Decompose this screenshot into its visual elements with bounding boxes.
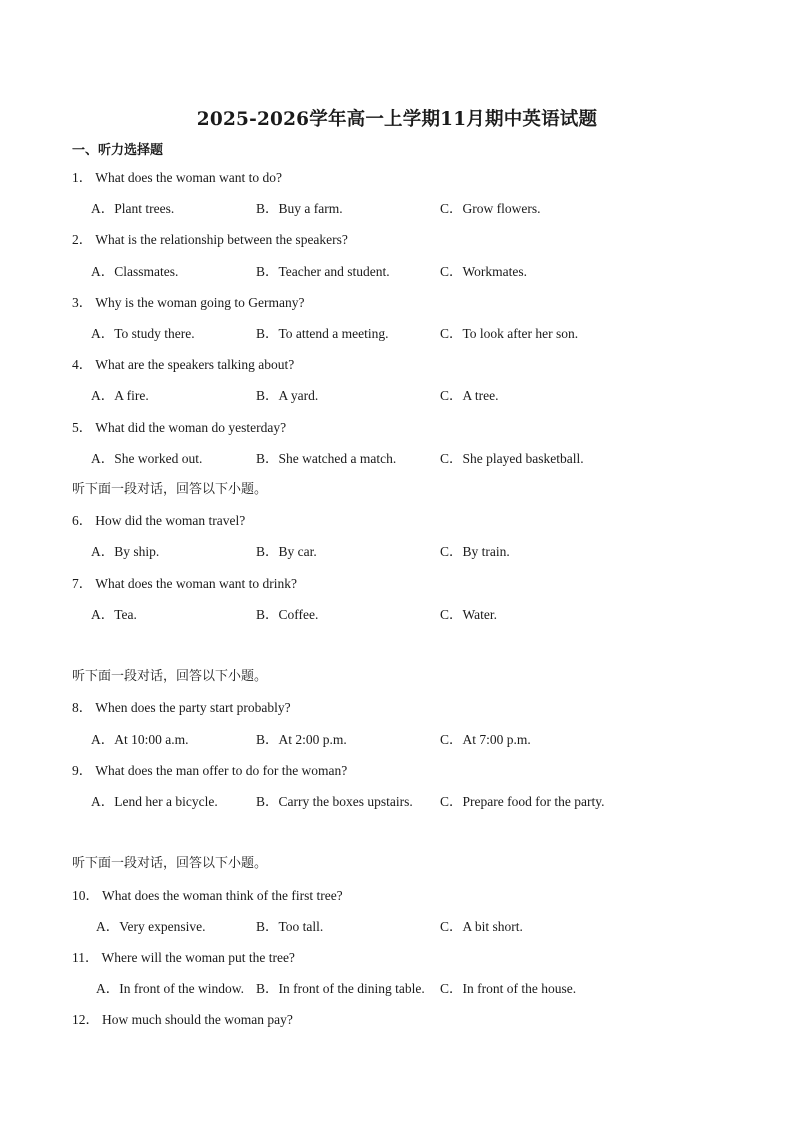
q8-option-c[interactable]: C．At 7:00 p.m. bbox=[440, 732, 531, 747]
q10-option-a[interactable]: A．Very expensive. bbox=[96, 919, 206, 934]
q1-option-c[interactable]: C．Grow flowers. bbox=[440, 201, 541, 216]
q11-option-b[interactable]: B．In front of the dining table. bbox=[256, 981, 425, 996]
question-9: 9． What does the man offer to do for the woman? bbox=[72, 763, 348, 778]
q11-option-a[interactable]: A．In front of the window. bbox=[96, 981, 244, 996]
q3-option-b[interactable]: B．To attend a meeting. bbox=[256, 326, 389, 341]
q8-option-b[interactable]: B．At 2:00 p.m. bbox=[256, 732, 347, 747]
q4-option-a[interactable]: A．A fire. bbox=[91, 388, 149, 403]
q1-option-b[interactable]: B．Buy a farm. bbox=[256, 201, 343, 216]
question-2: 2． What is the relationship between the speakers? bbox=[72, 232, 348, 247]
q5-option-a[interactable]: A．She worked out. bbox=[91, 451, 203, 466]
q5-option-c[interactable]: C．She played basketball. bbox=[440, 451, 584, 466]
group-instruction-1: 听下面一段对话，回答以下小题。 bbox=[72, 482, 268, 497]
q2-option-b[interactable]: B．Teacher and student. bbox=[256, 264, 390, 279]
question-8: 8． When does the party start probably? bbox=[72, 700, 291, 715]
question-1: 1． What does the woman want to do? bbox=[72, 170, 282, 185]
q10-option-c[interactable]: C．A bit short. bbox=[440, 919, 523, 934]
q4-option-b[interactable]: B．A yard. bbox=[256, 388, 319, 403]
section-heading: 一、听力选择题 bbox=[72, 143, 164, 158]
page-title: 2025-2026学年高一上学期11月期中英语试题 bbox=[196, 109, 598, 130]
q3-option-a[interactable]: A．To study there. bbox=[91, 326, 195, 341]
q1-option-a[interactable]: A．Plant trees. bbox=[91, 201, 175, 216]
question-10: 10． What does the woman think of the first tree? bbox=[72, 888, 343, 903]
q10-option-b[interactable]: B．Too tall. bbox=[256, 919, 324, 934]
q5-option-b[interactable]: B．She watched a match. bbox=[256, 451, 397, 466]
q9-option-b[interactable]: B．Carry the boxes upstairs. bbox=[256, 794, 413, 809]
group-instruction-3: 听下面一段对话，回答以下小题。 bbox=[72, 856, 268, 871]
group-instruction-2: 听下面一段对话，回答以下小题。 bbox=[72, 669, 268, 684]
q9-option-a[interactable]: A．Lend her a bicycle. bbox=[91, 794, 218, 809]
q6-option-a[interactable]: A．By ship. bbox=[91, 544, 160, 559]
question-12: 12． How much should the woman pay? bbox=[72, 1012, 293, 1027]
question-4: 4． What are the speakers talking about? bbox=[72, 357, 295, 372]
question-6: 6． How did the woman travel? bbox=[72, 513, 246, 528]
q6-option-c[interactable]: C．By train. bbox=[440, 544, 510, 559]
q3-option-c[interactable]: C．To look after her son. bbox=[440, 326, 579, 341]
q7-option-a[interactable]: A．Tea. bbox=[91, 607, 137, 622]
q2-option-c[interactable]: C．Workmates. bbox=[440, 264, 528, 279]
q7-option-c[interactable]: C．Water. bbox=[440, 607, 498, 622]
question-3: 3． Why is the woman going to Germany? bbox=[72, 295, 305, 310]
q8-option-a[interactable]: A．At 10:00 a.m. bbox=[91, 732, 189, 747]
question-11: 11． Where will the woman put the tree? bbox=[72, 950, 295, 965]
q11-option-c[interactable]: C．In front of the house. bbox=[440, 981, 577, 996]
q6-option-b[interactable]: B．By car. bbox=[256, 544, 317, 559]
q4-option-c[interactable]: C．A tree. bbox=[440, 388, 499, 403]
question-7: 7． What does the woman want to drink? bbox=[72, 576, 297, 591]
question-5: 5． What did the woman do yesterday? bbox=[72, 420, 287, 435]
q2-option-a[interactable]: A．Classmates. bbox=[91, 264, 179, 279]
q7-option-b[interactable]: B．Coffee. bbox=[256, 607, 319, 622]
q9-option-c[interactable]: C．Prepare food for the party. bbox=[440, 794, 605, 809]
